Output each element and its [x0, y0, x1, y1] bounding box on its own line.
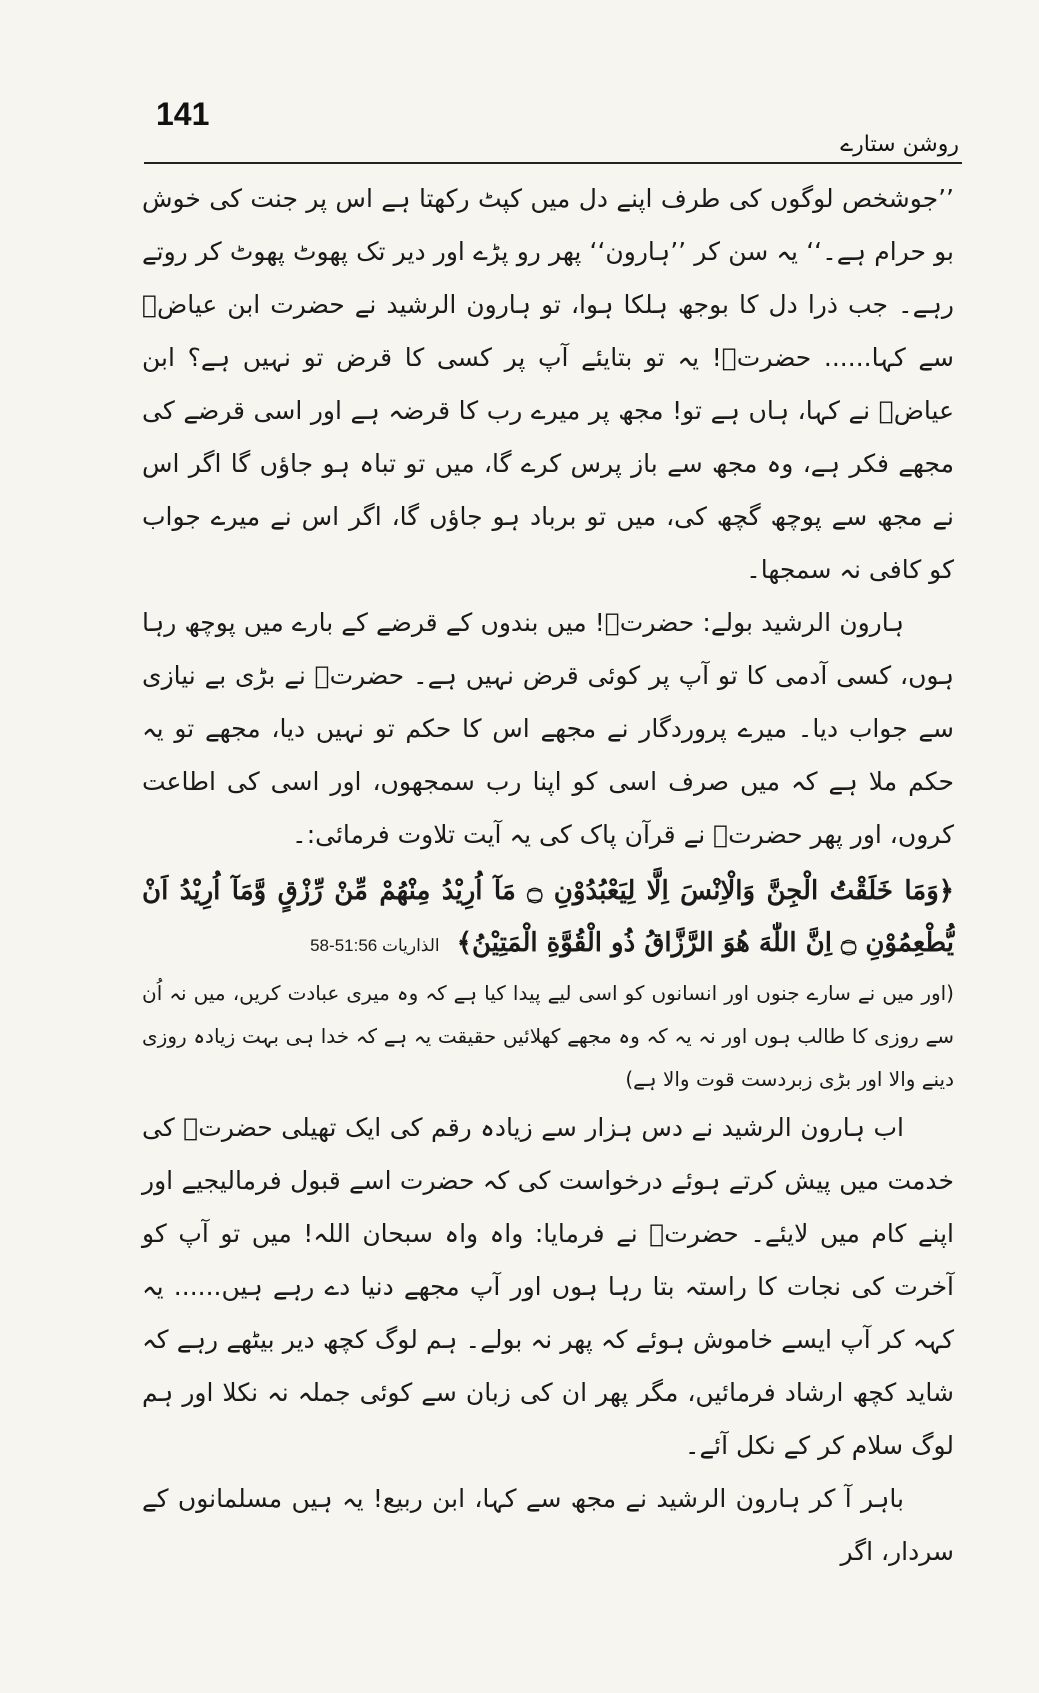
header-rule — [144, 162, 962, 164]
quran-verse-block — [142, 865, 954, 972]
body-text — [142, 172, 954, 1578]
paragraph: ہارون الرشید بولے: حضرتؒ! میں بندوں کے قرضے کے بارے میں پوچھ رہا ہوں، کسی آدمی کا تو آپ پر کوئی قرض نہیں ہے۔ حضرتؒ نے بڑی بے نیازی سے جواب دیا۔ میرے پروردگار نے مجھے اس کا حکم تو نہیں دیا، مجھے تو یہ حکم ملا ہے کہ میں صرف اسی کو اپنا رب سمجھوں، اور اسی کی اطاعت کروں، اور پھر حضرتؒ نے قرآن پاک کی یہ آیت تلاوت فرمائی:۔ — [142, 608, 954, 849]
verse-translation: (اور میں نے سارے جنوں اور انسانوں کو اسی لیے پیدا کیا ہے کہ وہ میری عبادت کریں، میں نہ اُن سے روزی کا طالب ہوں اور نہ یہ کہ وہ مجھے کھلائیں حقیقت یہ ہے کہ خدا ہی بہت زیادہ روزی دینے والا اور بڑی زبردست قوت والا ہے) — [142, 981, 954, 1091]
quran-verse: ﴿وَمَا خَلَقْتُ الْجِنَّ وَالْاِنْسَ اِلَّا لِيَعْبُدُوْنِ ۝ مَآ اُرِيْدُ مِنْهُمْ مِّنْ رِّزْقٍ وَّمَآ اُرِيْدُ اَنْ يُّطْعِمُوْنِ ۝ اِنَّ اللّٰهَ هُوَ الرَّزَّاقُ ذُو الْقُوَّةِ الْمَتِيْنُ﴾ — [142, 876, 955, 958]
page-number: 141 — [156, 96, 210, 132]
running-head-title: روشن ستارے — [840, 132, 959, 157]
paragraph: ’’جوشخص لوگوں کی طرف اپنے دل میں کپٹ رکھتا ہے اس پر جنت کی خوش بو حرام ہے۔‘‘ یہ سن کر ’’ہارون‘‘ پھر رو پڑے اور دیر تک پھوٹ پھوٹ کر روتے رہے۔ جب ذرا دل کا بوجھ ہلکا ہوا، تو ہارون الرشید نے حضرت ابن عیاضؒ سے کہا...... حضرتؒ! یہ تو بتایئے آپ پر کسی کا قرض تو نہیں ہے؟ ابن عیاضؒ نے کہا، ہاں ہے تو! مجھ پر میرے رب کا قرضہ ہے اور اسی قرضے کی مجھے فکر ہے، وہ مجھ سے باز پرس کرے گا، میں تو تباہ ہو جاؤں گا اگر اس نے مجھ سے پوچھ گچھ کی، میں تو برباد ہو جاؤں گا، اگر اس نے میرے جواب کو کافی نہ سمجھا۔ — [142, 184, 954, 584]
paragraph: اب ہارون الرشید نے دس ہزار سے زیادہ رقم کی ایک تھیلی حضرتؒ کی خدمت میں پیش کرتے ہوئے درخواست کی کہ حضرت اسے قبول فرمالیجیے اور اپنے کام میں لایئے۔ حضرتؒ نے فرمایا: واہ واہ سبحان اللہ! میں تو آپ کو آخرت کی نجات کا راستہ بتا رہا ہوں اور آپ مجھے دنیا دے رہے ہیں...... یہ کہہ کر آپ ایسے خاموش ہوئے کہ پھر نہ بولے۔ ہم لوگ کچھ دیر بیٹھے رہے کہ شاید کچھ ارشاد فرمائیں، مگر پھر ان کی زبان سے کوئی جملہ نہ نکلا اور ہم لوگ سلام کر کے نکل آئے۔ — [142, 1113, 954, 1460]
paragraph: باہر آ کر ہارون الرشید نے مجھ سے کہا، ابن ربیع! یہ ہیں مسلمانوں کے سردار، اگر — [142, 1484, 954, 1566]
verse-reference: الذاریات 51:56-58 — [310, 936, 440, 955]
